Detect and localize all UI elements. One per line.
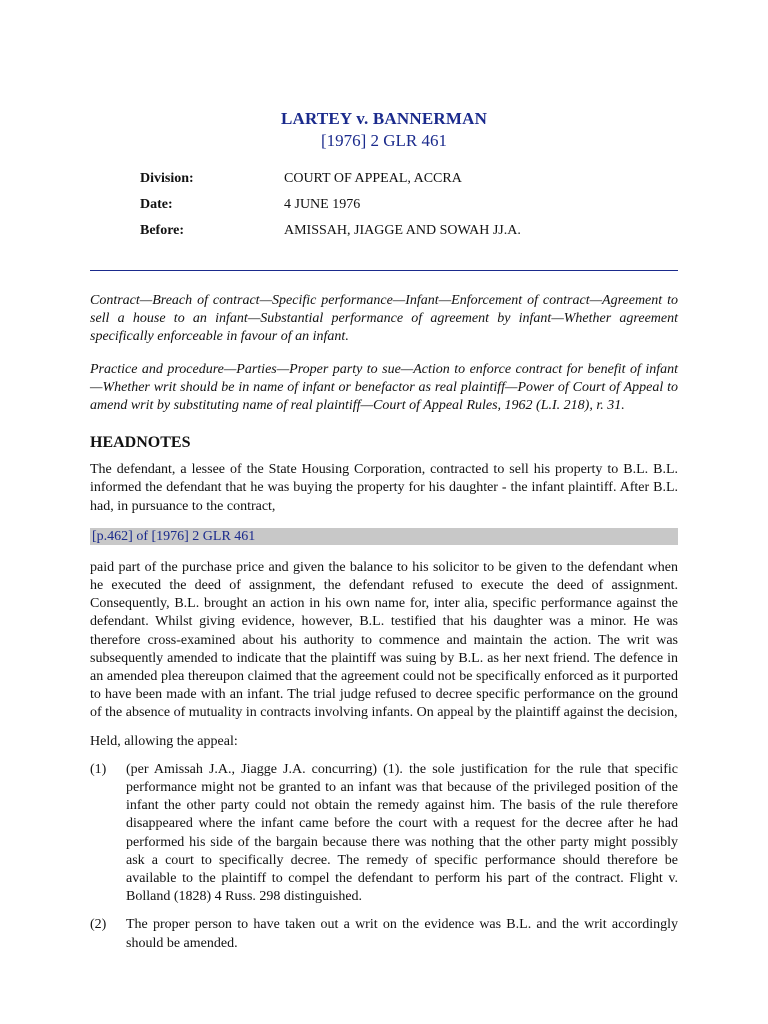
meta-value: 4 JUNE 1976 (284, 197, 361, 212)
catchwords-contract: Contract—Breach of contract—Specific performance—Infant—Enforcement of contract—Agreement to sell a house to an infant—Substantial performance of agreement by infant—Whether agreement specifically enforceable in favour of an infant. (90, 293, 678, 345)
page-marker: [p.462] of [1976] 2 GLR 461 (90, 528, 678, 545)
meta-label: Division: (140, 171, 194, 186)
divider-line (90, 270, 678, 271)
meta-row-division (140, 170, 680, 196)
case-citation: [1976] 2 GLR 461 (320, 131, 448, 150)
held-number: (2) (90, 917, 107, 933)
meta-label: Before: (140, 223, 185, 238)
held-number: (1) (90, 761, 107, 777)
held-text: (per Amissah J.A., Jiagge J.A. concurring) (1). the sole justification for the rule that specific performance might not be granted to an infant was that because of the privileged position of the infant the other party could not obtain the remedy against him. The basis of the rule therefore disappeared where the infant came before the court with a request for the decree after he had performed his side of the bargain because there was nothing that the other party might possibly ask a court to specifically decree. The remedy of specific performance should therefore be available to the plaintiff to compel the defendant to perform his part of the contract. Flight v. Bolland (1828) 4 Russ. 298 distinguished. (126, 761, 678, 905)
meta-value: COURT OF APPEAL, ACCRA (284, 171, 462, 186)
held-item (90, 761, 678, 907)
meta-value: AMISSAH, JIAGGE AND SOWAH JJ.A. (284, 223, 521, 238)
held-intro: Held, allowing the appeal: (90, 733, 238, 749)
headnote-paragraph: paid part of the purchase price and given the balance to his solicitor to be given to the defendant when he executed the deed of assignment, the defendant refused to execute the deed of assignment. Consequently, B.L. brought an action in his own name for, inter alia, specific performance against the defendant. Whilst giving evidence, however, B.L. testified that his daughter was a minor. He was therefore cross-examined about his authority to commence and maintain the action. The writ was subsequently amended to indicate that the plaintiff was suing by B.L. as her next friend. The defence in an amended plea thereupon claimed that the agreement could not be specifically enforced as it purported to have been made with an infant. The trial judge refused to decree specific performance on the ground of the absence of mutuality in contracts involving infants. On appeal by the plaintiff against the decision, (90, 559, 678, 721)
headnotes-heading: HEADNOTES (90, 434, 191, 452)
catchwords-practice: Practice and procedure—Parties—Proper party to sue—Action to enforce contract for benefit of infant—Whether writ should be in name of infant or benefactor as real plaintiff—Power of Court of Appeal to amend writ by substituting name of real plaintiff—Court of Appeal Rules, 1962 (L.I. 218), r. 31. (90, 361, 678, 414)
meta-row-date (140, 196, 680, 222)
case-title-block (0, 108, 768, 152)
held-item (90, 916, 678, 952)
headnote-paragraph: The defendant, a lessee of the State Housing Corporation, contracted to sell his property to B.L. B.L. informed the defendant that he was buying the property for his daughter - the infant plaintiff. After B.L. had, in pursuance to the contract, (90, 462, 678, 514)
case-name: LARTEY v. BANNERMAN (280, 109, 488, 128)
meta-label: Date: (140, 197, 173, 212)
meta-row-before (140, 222, 680, 248)
held-text: The proper person to have taken out a writ on the evidence was B.L. and the writ accordingly should be amended. (126, 917, 678, 951)
case-metadata (140, 170, 680, 248)
document-body (90, 292, 678, 963)
